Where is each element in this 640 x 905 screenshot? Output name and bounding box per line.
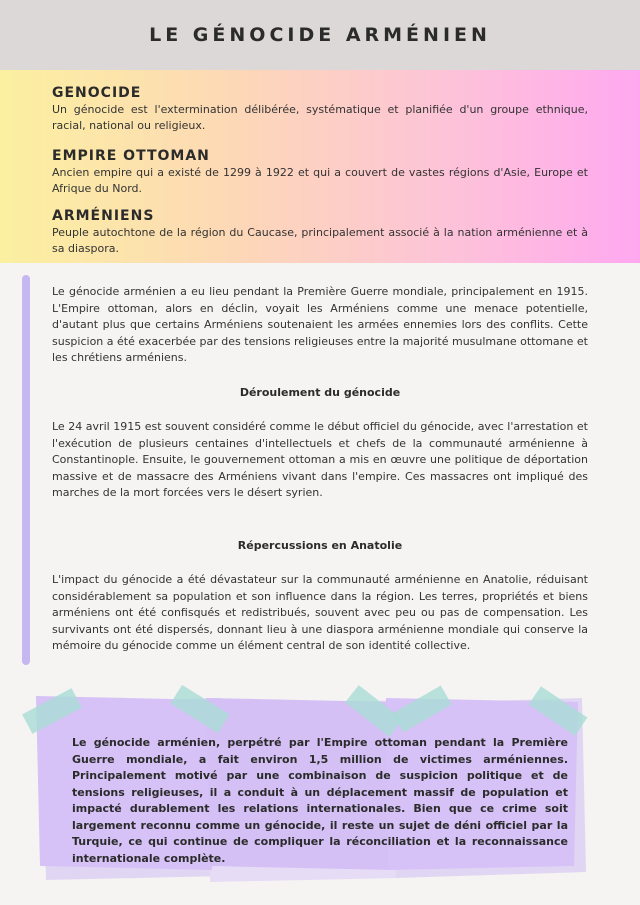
definition-empire-ottoman	[52, 148, 588, 197]
definition-armeniens	[52, 208, 588, 257]
definition-genocide	[52, 85, 588, 134]
accent-bar	[22, 275, 30, 665]
definition-text: Ancien empire qui a existé de 1299 à 1922 et qui a couvert de vastes régions d'Asie, Europe et Afrique du Nord.	[52, 166, 588, 195]
definition-term: GENOCIDE	[52, 85, 142, 101]
section-text-deroulement: Le 24 avril 1915 est souvent considéré comme le début officiel du génocide, avec l'arrestation et l'exécution de plusieurs centaines d'intellectuels et chefs de la communauté arménienne à Constantinople. Ensuite, le gouvernement ottoman a mis en œuvre une politique de déportation massive et de massacre des Arméniens vivant dans l'empire. Ces massacres ont impliqué des marches de la mort forcées vers le désert syrien.	[52, 420, 588, 499]
title-banner	[0, 0, 640, 70]
intro-paragraph: Le génocide arménien a eu lieu pendant la Première Guerre mondiale, principalement en 1915. L'Empire ottoman, alors en déclin, voyait les Arméniens comme une menace potentielle, d'autant plus que certains Arméniens soutenaient les armées ennemies lors des conflits. Cette suspicion a été exacerbée par des tensions religieuses entre la majorité musulmane ottomane et les chrétiens arméniens.	[52, 285, 588, 364]
definitions-panel	[0, 70, 640, 263]
summary-note: Le génocide arménien, perpétré par l'Empire ottoman pendant la Première Guerre mondiale, a fait environ 1,5 million de victimes arméniennes. Principalement motivé par une combinaison de suspicion politique et de tensions religieuses, il a conduit à un déplacement massif de population et impacté durablement les relations internationales. Bien que ce crime soit largement reconnu comme un génocide, il reste un sujet de déni officiel par la Turquie, ce qui continue de compliquer la réconciliation et la reconnaissance internationale complète.	[72, 736, 568, 865]
section-heading-repercussions: Répercussions en Anatolie	[237, 539, 403, 552]
section-heading-deroulement: Déroulement du génocide	[239, 386, 401, 399]
definition-term: ARMÉNIENS	[52, 208, 155, 224]
definition-text: Peuple autochtone de la région du Caucase, principalement associé à la nation arménienne et à sa diaspora.	[52, 226, 588, 255]
page-title: LE GÉNOCIDE ARMÉNIEN	[149, 24, 491, 46]
definition-text: Un génocide est l'extermination délibérée, systématique et planifiée d'un groupe ethnique, racial, national ou religieux.	[52, 103, 588, 132]
section-text-repercussions: L'impact du génocide a été dévastateur sur la communauté arménienne en Anatolie, réduisant considérablement sa population et son influence dans la région. Les terres, propriétés et biens arméniens ont été confisqués et redistribués, souvent avec peu ou pas de compensation. Les survivants ont été dispersés, donnant lieu à une diaspora arménienne mondiale qui conserve la mémoire du génocide comme un élément central de son identité collective.	[52, 573, 588, 652]
definition-term: EMPIRE OTTOMAN	[52, 148, 210, 164]
